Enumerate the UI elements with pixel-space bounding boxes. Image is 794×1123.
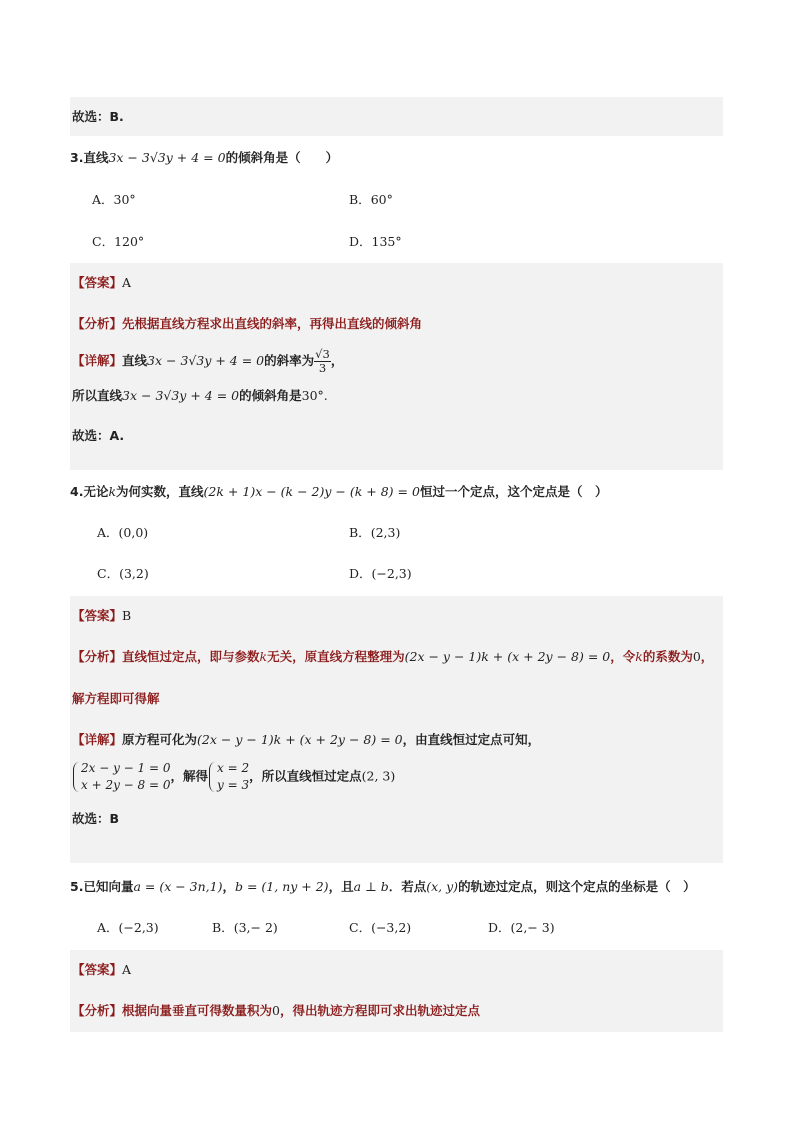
q3-equation: 3x − 3√3y + 4 = 0 — [108, 150, 226, 165]
q5-stem-prefix: 5.已知向量 — [70, 879, 134, 894]
analysis-text: 根据向量垂直可得数量积为 — [122, 1003, 273, 1018]
option-label: D． — [349, 566, 372, 581]
q4-stem — [70, 482, 730, 502]
option-value: 60° — [370, 192, 393, 207]
vector-a: a = (x − 3n,1) — [133, 879, 223, 894]
select-label: 故选：B — [72, 811, 120, 826]
option-value: (2,− 3) — [510, 920, 555, 935]
q4-analysis — [72, 626, 732, 667]
q4-option-b — [349, 523, 400, 543]
q4-option-a — [97, 523, 148, 543]
fraction-numerator: √3 — [315, 347, 330, 361]
q3-option-b — [349, 190, 393, 210]
option-value: 30° — [113, 192, 136, 207]
q3-option-a — [92, 190, 136, 210]
detail-text: . — [323, 388, 328, 403]
analysis-text: 无关，原直线方程整理为 — [267, 649, 405, 664]
option-value: (−3,2) — [371, 920, 412, 935]
q3-detail — [72, 334, 732, 378]
equation-system-1 — [72, 760, 171, 794]
option-label: C． — [349, 920, 372, 935]
select-label: 故选：B. — [72, 109, 124, 124]
q5-answer — [72, 950, 732, 980]
slope-fraction — [314, 348, 331, 375]
q5-option-a — [97, 918, 159, 938]
q5-separator: ， — [222, 879, 235, 894]
analysis-equation: (2x − y − 1)k + (x + 2y − 8) = 0 — [404, 649, 611, 664]
q4-solution-block — [70, 596, 723, 863]
answer-value: B — [122, 608, 132, 623]
q3-stem-prefix: 3.直线 — [70, 150, 109, 165]
q4-select — [72, 800, 732, 829]
detail-text: ，解得 — [170, 768, 209, 784]
option-label: B． — [349, 525, 371, 540]
q3-option-d — [349, 232, 402, 252]
q3-stem-suffix: 的倾斜角是（ ） — [225, 150, 339, 165]
option-label: A． — [97, 525, 119, 540]
detail-text: 的斜率为 — [264, 353, 315, 368]
analysis-tag: 【分析】 — [72, 316, 123, 331]
option-label: B． — [212, 920, 234, 935]
option-value: (3,− 2) — [233, 920, 278, 935]
option-label: D． — [349, 234, 372, 249]
q3-answer — [72, 263, 732, 293]
analysis-text: 直线恒过定点，即与参数 — [122, 649, 260, 664]
q4-param-k: k — [108, 484, 117, 499]
analysis-text: ， — [700, 649, 714, 664]
option-label: B． — [349, 192, 371, 207]
detail-tag: 【详解】 — [72, 732, 123, 747]
analysis-text: 解方程即可得解 — [72, 691, 160, 706]
angle-value: 30° — [301, 388, 324, 403]
option-value: 120° — [114, 234, 145, 249]
analysis-number: 0 — [272, 1003, 280, 1018]
param-k: k — [635, 649, 643, 664]
option-value: (−2,3) — [371, 566, 412, 581]
analysis-text: 先根据直线方程求出直线的斜率，再得出直线的倾斜角 — [122, 316, 423, 331]
q4-answer — [72, 596, 732, 626]
q5-option-d — [488, 918, 555, 938]
prev-select-line — [72, 97, 732, 127]
answer-value: A — [122, 275, 132, 290]
analysis-number: 0 — [692, 649, 701, 664]
detail-text: 原方程可化为 — [122, 732, 198, 747]
q3-option-c — [92, 232, 144, 252]
prev-select-block — [70, 97, 723, 136]
q4-detail — [72, 709, 732, 750]
q4-option-d — [349, 564, 412, 584]
q3-solution-block — [70, 263, 723, 470]
option-label: A． — [92, 192, 114, 207]
detail-text: ， — [330, 353, 344, 368]
option-label: D． — [488, 920, 511, 935]
option-value: (2,3) — [370, 525, 401, 540]
perpendicular-relation: a ⊥ b — [353, 879, 389, 894]
answer-tag: 【答案】 — [72, 962, 123, 977]
detail-equation: 3x − 3√3y + 4 = 0 — [147, 353, 265, 368]
detail-text: 所以直线 — [72, 388, 123, 403]
option-value: (−2,3) — [118, 920, 159, 935]
analysis-tag: 【分析】 — [72, 1003, 123, 1018]
q5-stem — [70, 877, 730, 897]
system-row: y = 3 — [217, 778, 250, 792]
detail-text: ，由直线恒过定点可知， — [402, 732, 541, 747]
system-row: x + 2y − 8 = 0 — [81, 778, 171, 792]
option-value: 135° — [371, 234, 402, 249]
q3-select — [72, 406, 732, 446]
analysis-text: 的系数为 — [642, 649, 693, 664]
q3-detail-line2 — [72, 378, 732, 406]
fraction-denominator: 3 — [318, 361, 327, 375]
answer-tag: 【答案】 — [72, 608, 123, 623]
system-row: x = 2 — [217, 761, 250, 775]
system-row: 2x − y − 1 = 0 — [81, 761, 171, 775]
analysis-text: ，得出轨迹方程即可求出轨迹过定点 — [279, 1003, 480, 1018]
answer-value: A — [122, 962, 132, 977]
q5-option-c — [349, 918, 411, 938]
q5-option-b — [212, 918, 278, 938]
detail-equation: (2x − y − 1)k + (x + 2y − 8) = 0 — [197, 732, 403, 747]
q4-stem-mid: 为何实数，直线 — [116, 484, 204, 499]
q3-stem — [70, 148, 730, 168]
option-label: C． — [92, 234, 115, 249]
option-value: (0,0) — [118, 525, 149, 540]
analysis-tag: 【分析】 — [72, 649, 123, 664]
q4-equation: (2k + 1)x − (k − 2)y − (k + 8) = 0 — [203, 484, 420, 499]
q5-stem-mid: ．若点 — [388, 879, 427, 894]
select-label: 故选：A. — [72, 428, 125, 443]
vector-b: b = (1, ny + 2) — [235, 879, 329, 894]
equation-system-2 — [208, 760, 249, 794]
fixed-point: (2, 3) — [361, 768, 396, 784]
q3-analysis — [72, 293, 732, 334]
answer-tag: 【答案】 — [72, 275, 123, 290]
option-label: A． — [97, 920, 119, 935]
detail-tag: 【详解】 — [72, 353, 123, 368]
q5-stem-suffix: 的轨迹过定点，则这个定点的坐标是（ ） — [458, 879, 696, 894]
option-label: C． — [97, 566, 120, 581]
option-value: (3,2) — [119, 566, 149, 581]
detail-text: ，所以直线恒过定点 — [249, 768, 362, 784]
point-xy: (x, y) — [426, 879, 459, 894]
q5-separator: ，且 — [328, 879, 354, 894]
detail-text: 直线 — [122, 353, 148, 368]
q4-stem-prefix: 4.无论 — [70, 484, 109, 499]
q5-analysis — [72, 980, 732, 1021]
q4-analysis-line2 — [72, 667, 732, 709]
q4-system — [72, 750, 732, 800]
q4-option-c — [97, 564, 149, 584]
detail-equation: 3x − 3√3y + 4 = 0 — [122, 388, 240, 403]
q5-solution-block — [70, 950, 723, 1032]
param-k: k — [259, 649, 268, 664]
q4-stem-suffix: 恒过一个定点，这个定点是（ ） — [419, 484, 608, 499]
detail-text: 的倾斜角是 — [239, 388, 302, 403]
analysis-text: ，令 — [610, 649, 636, 664]
